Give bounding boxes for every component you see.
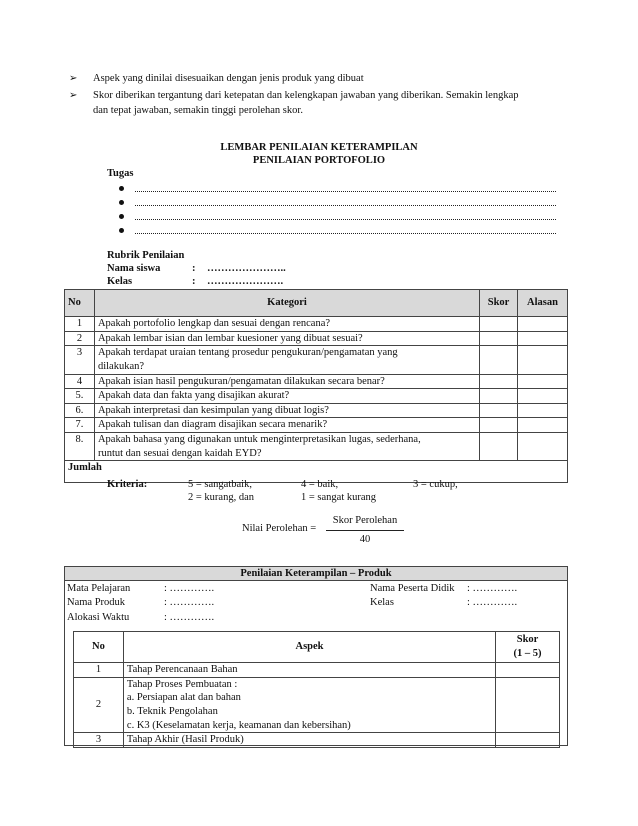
kriteria-1: 1 = sangat kurang [301, 492, 377, 503]
header-alasan: Alasan [518, 290, 568, 317]
mapel-label: Mata Pelajaran [67, 583, 131, 594]
nama-siswa-colon: : [192, 263, 196, 274]
row-alasan-cell[interactable] [518, 389, 568, 404]
row-kategori: Apakah interpretasi dan kesimpulan yang dibuat logis? [94, 403, 479, 418]
table-row [65, 331, 568, 346]
kriteria-4: 4 = baik, [301, 479, 339, 490]
bullet-text: Aspek yang dinilai disesuaikan dengan jenis produk yang dibuat [93, 73, 364, 84]
row-aspek: Tahap Akhir (Hasil Produk) [123, 733, 495, 748]
row-no: 3 [74, 733, 124, 748]
row-skor-cell[interactable] [496, 663, 560, 678]
peserta-label: Nama Peserta Didik [370, 583, 455, 594]
nama-siswa-value: ………………….. [207, 263, 286, 274]
mapel-value: : …………. [164, 583, 215, 594]
row-aspek: Tahap Perencanaan Bahan [123, 663, 495, 678]
row-aspek-line: a. Persiapan alat dan bahan [126, 692, 241, 704]
jumlah-label: Jumlah [65, 461, 480, 483]
header-skor [496, 632, 560, 663]
row-no: 2 [65, 331, 95, 346]
row-aspek-line: Tahap Proses Pembuatan : [126, 678, 238, 690]
kriteria-3: 3 = cukup, [413, 479, 458, 490]
formula-numerator: Skor Perolehan [332, 515, 398, 526]
kelas-value: …………………. [207, 276, 284, 287]
kelas-colon: : [192, 276, 196, 287]
row-kategori [94, 346, 479, 374]
kelas-label: Kelas [107, 276, 133, 287]
jumlah-skor-cell[interactable] [480, 461, 518, 483]
table-row [74, 677, 560, 733]
header-kategori: Kategori [94, 290, 479, 317]
rubrik-heading: Rubrik Penilaian [107, 250, 185, 261]
row-skor-cell[interactable] [480, 418, 518, 433]
nama-siswa-label: Nama siswa [107, 263, 161, 274]
row-kategori: Apakah portofolio lengkap dan sesuai dengan rencana? [94, 317, 479, 332]
row-skor-cell[interactable] [496, 733, 560, 748]
answer-line [135, 205, 556, 206]
bullet-icon [119, 200, 124, 205]
table-row [65, 317, 568, 332]
table-row [65, 418, 568, 433]
row-kategori-line: Apakah terdapat uraian tentang prosedur pengukuran/pengamatan yang [97, 347, 398, 359]
row-skor-cell[interactable] [480, 317, 518, 332]
row-kategori: Apakah isian hasil pengukuran/pengamatan dilakukan secara benar? [94, 374, 479, 389]
bullet-icon [119, 228, 124, 233]
row-no: 2 [74, 677, 124, 733]
row-alasan-cell[interactable] [518, 433, 568, 461]
produk-table [73, 631, 560, 748]
bullet-icon [119, 214, 124, 219]
header-skor-line: Skor [516, 634, 539, 646]
row-no: 6. [65, 403, 95, 418]
row-kategori-line: dilakukan? [97, 360, 145, 372]
answer-line [135, 233, 556, 234]
table-row [74, 663, 560, 678]
row-alasan-cell[interactable] [518, 346, 568, 374]
row-alasan-cell[interactable] [518, 374, 568, 389]
table-row [65, 403, 568, 418]
kriteria-label: Kriteria: [107, 479, 148, 490]
alokasi-label: Alokasi Waktu [67, 612, 130, 623]
produk-kelas-value: : …………. [467, 597, 518, 608]
nama-produk-label: Nama Produk [67, 597, 126, 608]
row-kategori: Apakah lembar isian dan lembar kuesioner yang dibuat sesuai? [94, 331, 479, 346]
nama-produk-value: : …………. [164, 597, 215, 608]
arrow-bullet-icon: ➢ [69, 90, 78, 101]
table-header-row [74, 632, 560, 663]
arrow-bullet-icon: ➢ [69, 73, 78, 84]
produk-kelas-label: Kelas [370, 597, 394, 608]
fraction-bar [326, 530, 404, 531]
table-row [65, 374, 568, 389]
row-skor-cell[interactable] [496, 677, 560, 733]
row-no: 3 [65, 346, 95, 374]
answer-line [135, 191, 556, 192]
row-no: 8. [65, 433, 95, 461]
sheet-title: LEMBAR PENILAIAN KETERAMPILAN [220, 142, 418, 153]
row-no: 1 [74, 663, 124, 678]
row-alasan-cell[interactable] [518, 418, 568, 433]
row-no: 5. [65, 389, 95, 404]
row-alasan-cell[interactable] [518, 331, 568, 346]
row-no: 1 [65, 317, 95, 332]
row-skor-cell[interactable] [480, 346, 518, 374]
row-aspek-line: b. Teknik Pengolahan [126, 705, 218, 717]
tugas-heading: Tugas [107, 168, 134, 179]
header-no: No [74, 632, 124, 663]
header-aspek: Aspek [123, 632, 495, 663]
row-skor-cell[interactable] [480, 403, 518, 418]
table-row [74, 733, 560, 748]
row-kategori-line: runtut dan sesuai dengan kaidah EYD? [97, 447, 262, 459]
row-aspek-line: c. K3 (Keselamatan kerja, keamanan dan kebersihan) [126, 719, 351, 731]
table-row [65, 346, 568, 374]
row-no: 7. [65, 418, 95, 433]
row-skor-cell[interactable] [480, 374, 518, 389]
table-row [65, 433, 568, 461]
table-header-row [65, 290, 568, 317]
produk-title: Penilaian Keterampilan – Produk [240, 568, 392, 579]
row-alasan-cell[interactable] [518, 403, 568, 418]
row-kategori-line: Apakah bahasa yang digunakan untuk menginterpretasikan lugas, sederhana, [97, 434, 421, 446]
row-kategori: Apakah data dan fakta yang disajikan akurat? [94, 389, 479, 404]
header-no: No [65, 290, 95, 317]
row-skor-cell[interactable] [480, 389, 518, 404]
kriteria-5: 5 = sangatbaik, [188, 479, 252, 490]
row-alasan-cell[interactable] [518, 317, 568, 332]
formula-denominator: 40 [359, 534, 371, 545]
formula-left: Nilai Perolehan = [242, 523, 317, 534]
row-skor-cell[interactable] [480, 331, 518, 346]
sheet-subtitle: PENILAIAN PORTOFOLIO [252, 155, 386, 166]
divider [64, 580, 568, 581]
alokasi-value: : …………. [164, 612, 215, 623]
bullet-text: Skor diberikan tergantung dari ketepatan dan kelengkapan jawaban yang diberikan. Semakin lengkap [93, 90, 519, 101]
row-no: 4 [65, 374, 95, 389]
peserta-value: : …………. [467, 583, 518, 594]
bullet-text-continued: dan tepat jawaban, semakin tinggi perolehan skor. [93, 105, 303, 116]
bullet-icon [119, 186, 124, 191]
header-skor-range: (1 – 5) [513, 648, 542, 659]
table-row [65, 389, 568, 404]
row-skor-cell[interactable] [480, 433, 518, 461]
row-kategori [94, 433, 479, 461]
jumlah-alasan-cell [518, 461, 568, 483]
kriteria-2: 2 = kurang, dan [188, 492, 254, 503]
row-kategori: Apakah tulisan dan diagram disajikan secara menarik? [94, 418, 479, 433]
answer-line [135, 219, 556, 220]
portfolio-rubric-table [64, 289, 568, 483]
header-skor: Skor [480, 290, 518, 317]
row-aspek [123, 677, 495, 733]
